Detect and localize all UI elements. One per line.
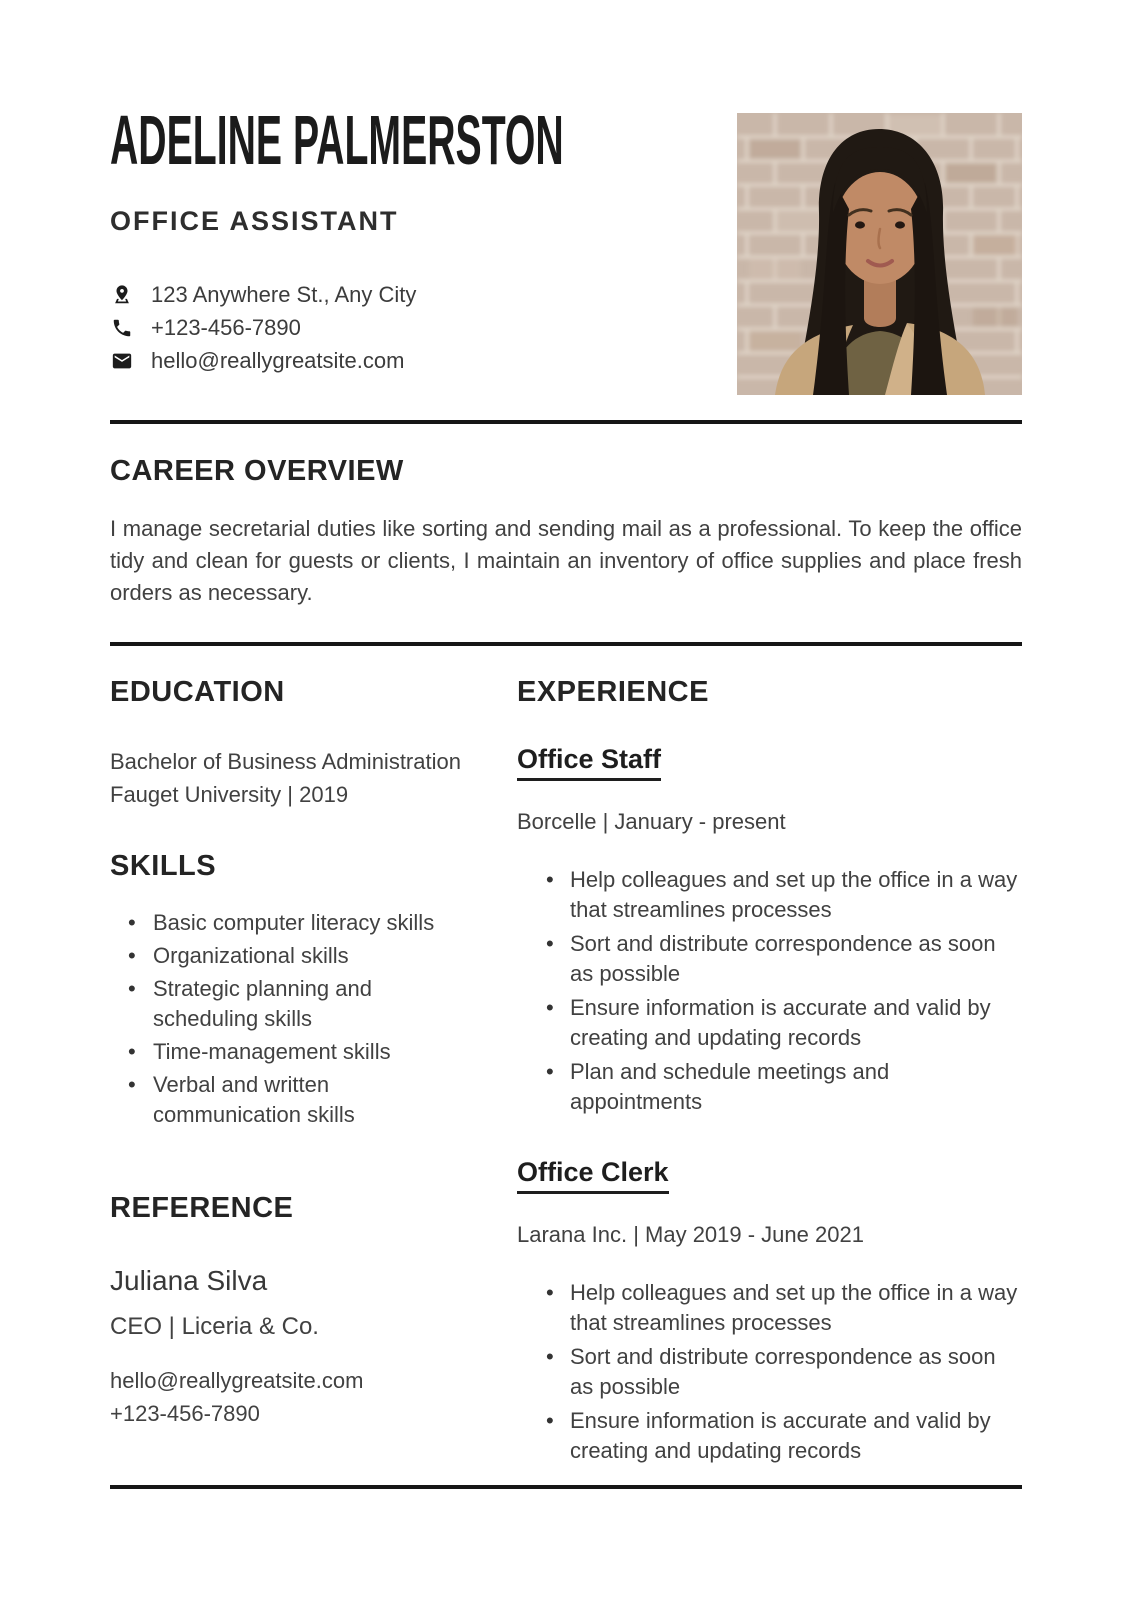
job-meta: Larana Inc. | May 2019 - June 2021 [517, 1222, 864, 1247]
job-bullet: • Plan and schedule meetings and appointments [570, 1057, 1022, 1117]
right-column [517, 676, 1022, 1466]
job-bullet: • Help colleagues and set up the office in a way that streamlines processes [570, 1278, 1022, 1338]
skill-item: • Strategic planning and scheduling skills [153, 974, 478, 1034]
contact-address: 123 Anywhere St., Any City [151, 281, 417, 307]
skills-section [110, 850, 478, 1130]
columns [110, 646, 1022, 1466]
experience-job-office-clerk [517, 1157, 1022, 1466]
email-icon [110, 349, 134, 373]
profile-photo [737, 113, 1022, 395]
job-bullet-list [517, 865, 1022, 1117]
skills-list [110, 908, 478, 1130]
job-meta: Borcelle | January - present [517, 809, 786, 834]
person-job-title: OFFICE ASSISTANT [110, 206, 399, 236]
reference-email: hello@reallygreatsite.com [110, 1368, 364, 1393]
skill-item: • Organizational skills [153, 941, 478, 971]
education-section [110, 676, 478, 810]
skills-heading: SKILLS [110, 850, 217, 882]
resume-header [110, 0, 1022, 420]
phone-icon [110, 316, 134, 340]
reference-section [110, 1192, 478, 1430]
job-title: Office Staff [517, 744, 661, 781]
reference-name: Juliana Silva [110, 1265, 268, 1296]
experience-section [517, 676, 1022, 1466]
job-bullet: • Help colleagues and set up the office in a way that streamlines processes [570, 865, 1022, 925]
career-overview-heading: CAREER OVERVIEW [110, 455, 404, 487]
education-degree: Bachelor of Business Administration [110, 749, 461, 774]
job-bullet: • Sort and distribute correspondence as soon as possible [570, 1342, 1022, 1402]
location-icon [110, 283, 134, 307]
divider-bottom [110, 1485, 1022, 1489]
skill-item: • Verbal and written communication skills [153, 1070, 478, 1130]
experience-heading: EXPERIENCE [517, 676, 709, 708]
education-school: Fauget University | 2019 [110, 782, 349, 807]
job-bullet: • Ensure information is accurate and valid by creating and updating records [570, 993, 1022, 1053]
education-heading: EDUCATION [110, 676, 285, 708]
career-overview-text: I manage secretarial duties like sorting and sending mail as a professional. To keep the office tidy and clean for guests or clients, I maintain an inventory of office supplies and place fresh orders as necessary. [110, 516, 1022, 605]
job-bullet-list [517, 1278, 1022, 1466]
career-overview-section [110, 424, 1022, 609]
reference-heading: REFERENCE [110, 1192, 294, 1224]
person-name: ADELINE PALMERSTON [110, 101, 564, 179]
reference-phone: +123-456-7890 [110, 1401, 260, 1426]
contact-phone: +123-456-7890 [151, 314, 301, 340]
left-column [110, 676, 478, 1466]
experience-job-office-staff [517, 744, 1022, 1117]
contact-email: hello@reallygreatsite.com [151, 347, 405, 373]
skill-item: • Basic computer literacy skills [153, 908, 478, 938]
job-bullet: • Sort and distribute correspondence as soon as possible [570, 929, 1022, 989]
reference-role: CEO | Liceria & Co. [110, 1313, 319, 1340]
skill-item: • Time-management skills [153, 1037, 478, 1067]
job-title: Office Clerk [517, 1157, 669, 1194]
job-bullet: • Ensure information is accurate and valid by creating and updating records [570, 1406, 1022, 1466]
